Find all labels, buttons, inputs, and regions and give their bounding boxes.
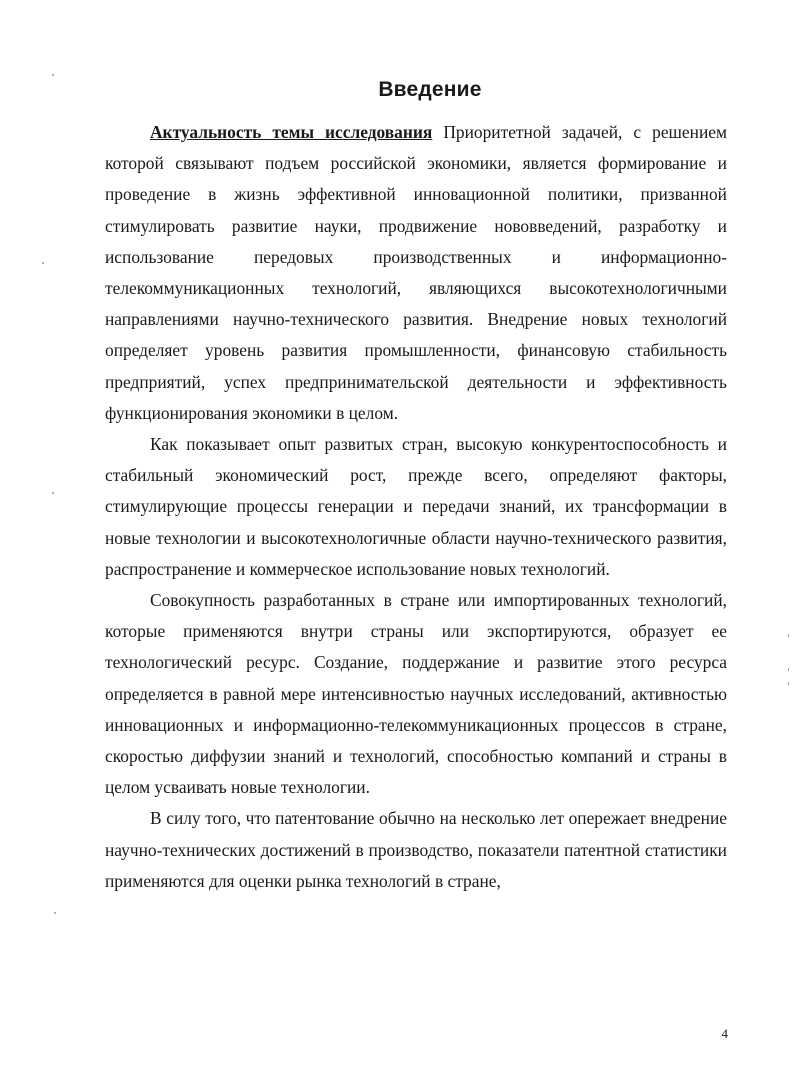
scan-speck — [42, 262, 44, 264]
scan-speck — [788, 634, 789, 637]
scan-speck — [788, 668, 789, 671]
paragraph-experience: Как показывает опыт развитых стран, высокую конкурентоспособность и стабильный экономический рост, прежде всего, определяют факторы, стимулирующие процессы генерации и передачи знаний, их трансформации в новые технологии и высокотехнологичные области научно-технического развития, распространение и коммерческое использование новых технологий. — [105, 434, 727, 579]
section-heading: Введение — [378, 78, 482, 101]
page-number: 4 — [721, 1026, 728, 1041]
scan-speck — [52, 74, 54, 76]
paragraph-relevance — [105, 117, 727, 429]
paragraph-patents: В силу того, что патентование обычно на несколько лет опережает внедрение научно-технических достижений в производство, показатели патентной статистики применяются для оценки рынка технологий в стране, — [105, 808, 727, 891]
scan-speck — [788, 682, 789, 685]
paragraph-resource: Совокупность разработанных в стране или импортированных технологий, которые применяются внутри страны или экспортируются, образует ее технологический ресурс. Создание, поддержание и развитие этого ресурса определяется в равной мере интенсивностью научных исследований, активностью инновационных и информационно-телекоммуникационных процессов в стране, скоростью диффузии знаний и технологий, способностью компаний и страны в целом усваивать новые технологии. — [105, 590, 727, 798]
document-body — [105, 117, 727, 897]
scan-speck — [52, 492, 54, 494]
paragraph-text: Приоритетной задачей, с решением которой связывают подъем российской экономики, является формирование и проведение в жизнь эффективной инновационной политики, призванной стимулировать развитие науки, продвижение нововведений, разработку и использование передовых производственных и информационно-телекоммуникационных технологий, являющихся высокотехнологичными направлениями научно-технического развития. Внедрение новых технологий определяет уровень развития промышленности, финансовую стабильность предприятий, успех предпринимательской деятельности и эффективность функционирования экономики в целом. — [105, 122, 727, 423]
scan-speck — [54, 912, 56, 914]
paragraph-lead: Актуальность темы исследования — [150, 122, 433, 142]
